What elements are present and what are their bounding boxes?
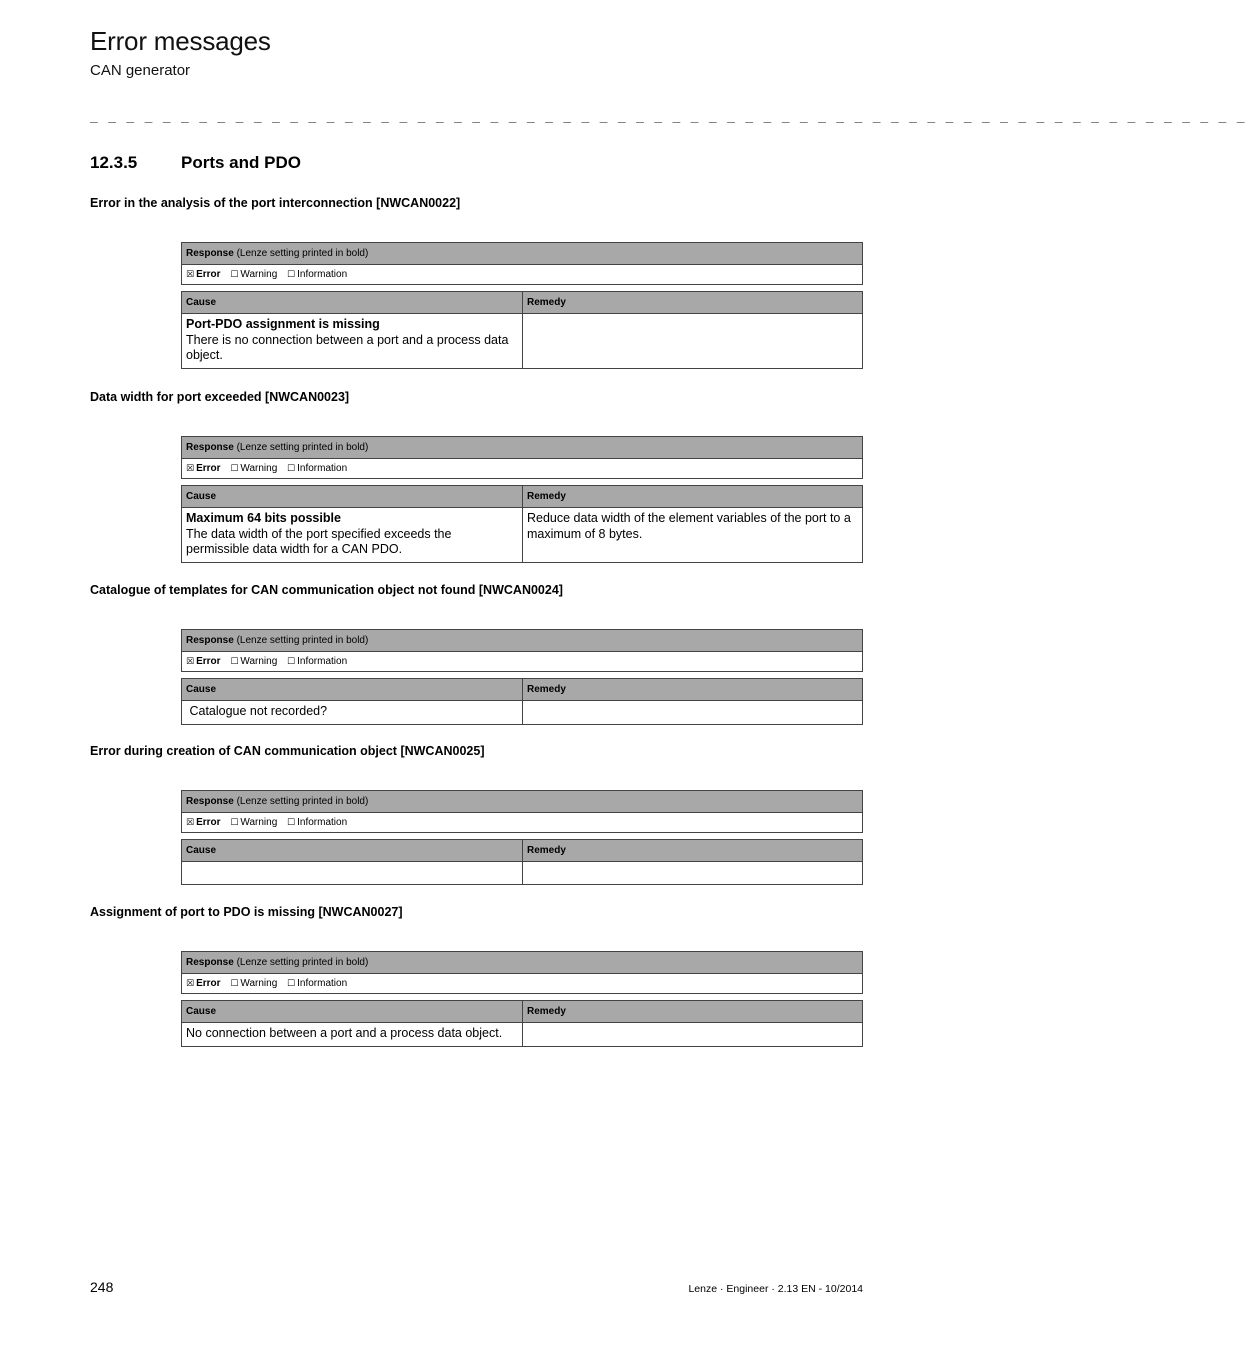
page-subtitle: CAN generator [90,62,191,79]
cause-cell [182,314,523,369]
page-title: Error messages [90,26,271,56]
response-table [181,951,863,994]
unchecked-box-icon: ☐ [230,818,239,828]
response-note: (Lenze setting printed in bold) [236,442,369,453]
response-header [182,243,863,265]
unchecked-box-icon: ☐ [287,818,296,828]
cause-cell [182,862,523,885]
cause-remedy-table [181,291,863,369]
cause-header: Cause [182,840,523,862]
checked-box-icon: ☒ [186,464,195,474]
message-block [181,629,863,725]
checked-box-icon: ☒ [186,657,195,667]
response-options [182,813,863,833]
message-heading: Catalogue of templates for CAN communication object not found [NWCAN0024] [90,583,563,597]
option-warning: Warning [240,978,278,989]
response-label: Response [186,635,234,646]
cause-text: Catalogue not recorded? [186,704,328,718]
remedy-cell [523,314,863,369]
unchecked-box-icon: ☐ [230,979,239,989]
unchecked-box-icon: ☐ [287,270,296,280]
option-information: Information [297,978,348,989]
option-warning: Warning [240,817,278,828]
message-block [181,790,863,885]
cause-header: Cause [182,679,523,701]
unchecked-box-icon: ☐ [287,979,296,989]
option-error: Error [196,463,221,474]
message-heading: Assignment of port to PDO is missing [NWCAN0027] [90,905,403,919]
cause-text: The data width of the port specified exceeds the permissible data width for a CAN PDO. [186,526,452,556]
option-information: Information [297,463,348,474]
message-block [181,242,863,369]
response-table [181,790,863,833]
cause-cell: No connection between a port and a process data object. [182,1023,523,1047]
response-note: (Lenze setting printed in bold) [236,248,369,259]
cause-cell [182,508,523,563]
remedy-cell [523,862,863,885]
cause-cell [182,701,523,725]
page-number: 248 [90,1279,114,1295]
cause-title: Port-PDO assignment is missing [186,317,380,331]
cause-remedy-table [181,1000,863,1047]
response-note: (Lenze setting printed in bold) [236,957,369,968]
message-heading: Error in the analysis of the port interconnection [NWCAN0022] [90,196,461,210]
remedy-header: Remedy [523,840,863,862]
cause-title: Maximum 64 bits possible [186,511,341,525]
message-block [181,436,863,563]
response-header [182,791,863,813]
checked-box-icon: ☒ [186,818,195,828]
response-label: Response [186,796,234,807]
cause-header: Cause [182,1001,523,1023]
section-heading [90,153,301,173]
response-header [182,437,863,459]
option-error: Error [196,269,221,280]
checked-box-icon: ☒ [186,270,195,280]
cause-remedy-table [181,485,863,563]
response-options [182,974,863,994]
response-label: Response [186,248,234,259]
option-error: Error [196,656,221,667]
unchecked-box-icon: ☐ [230,270,239,280]
response-label: Response [186,442,234,453]
response-options [182,265,863,285]
unchecked-box-icon: ☐ [230,464,239,474]
response-label: Response [186,957,234,968]
message-heading: Data width for port exceeded [NWCAN0023] [90,390,350,404]
remedy-cell [523,701,863,725]
section-number: 12.3.5 [90,153,138,172]
option-error: Error [196,817,221,828]
unchecked-box-icon: ☐ [230,657,239,667]
remedy-cell: Reduce data width of the element variables of the port to a maximum of 8 bytes. [523,508,863,563]
response-table [181,436,863,479]
response-table [181,629,863,672]
section-title: Ports and PDO [181,153,301,172]
option-information: Information [297,817,348,828]
cause-header: Cause [182,292,523,314]
response-note: (Lenze setting printed in bold) [236,796,369,807]
response-table [181,242,863,285]
message-heading: Error during creation of CAN communication object [NWCAN0025] [90,744,485,758]
checked-box-icon: ☒ [186,979,195,989]
cause-remedy-table [181,839,863,885]
remedy-header: Remedy [523,486,863,508]
remedy-header: Remedy [523,1001,863,1023]
option-warning: Warning [240,269,278,280]
response-header [182,630,863,652]
option-information: Information [297,269,348,280]
unchecked-box-icon: ☐ [287,657,296,667]
response-header [182,952,863,974]
footer-publication: Lenze · Engineer · 2.13 EN - 10/2014 [688,1283,863,1295]
unchecked-box-icon: ☐ [287,464,296,474]
option-warning: Warning [240,656,278,667]
cause-header: Cause [182,486,523,508]
response-note: (Lenze setting printed in bold) [236,635,369,646]
option-warning: Warning [240,463,278,474]
remedy-header: Remedy [523,679,863,701]
option-error: Error [196,978,221,989]
cause-remedy-table [181,678,863,725]
response-options [182,652,863,672]
remedy-header: Remedy [523,292,863,314]
response-options [182,459,863,479]
header-separator: _ _ _ _ _ _ _ _ _ _ _ _ _ _ _ _ _ _ _ _ _ _ _ _ _ _ _ _ _ _ _ _ _ _ _ _ _ _ _ _ _ _ _ _ _ _ _ _ _ _ _ _ _ _ _ _ _ _ _ _ _ _ _ _ [90,110,1246,125]
cause-text: There is no connection between a port and a process data object. [186,332,509,362]
message-block [181,951,863,1047]
option-information: Information [297,656,348,667]
remedy-cell [523,1023,863,1047]
